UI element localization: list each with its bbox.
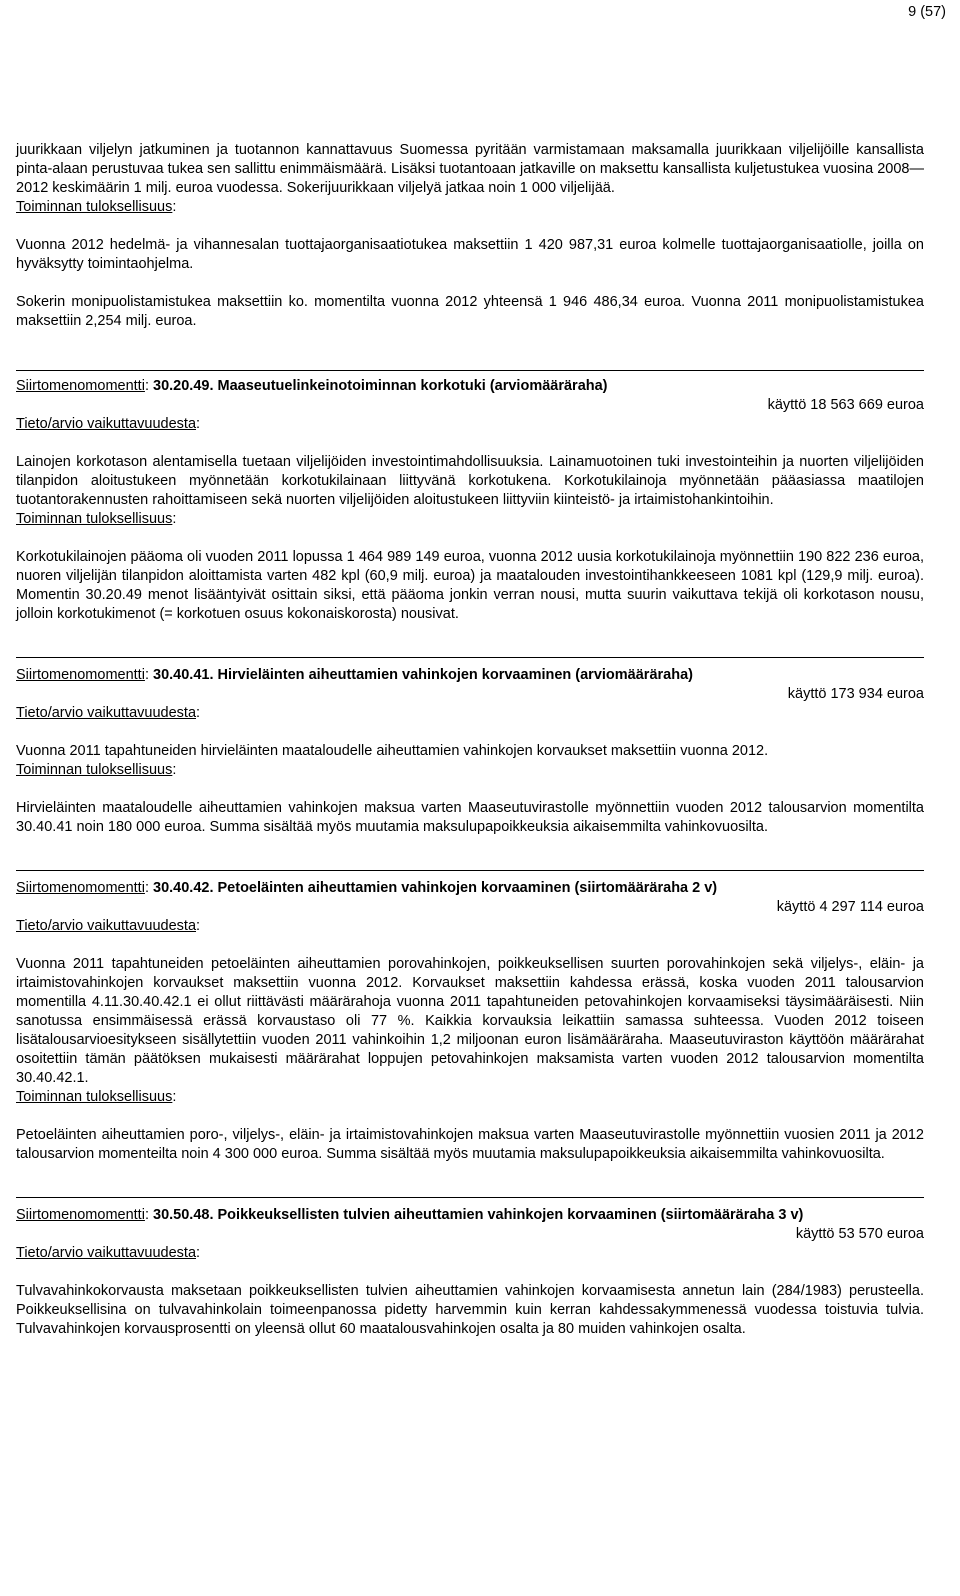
page-number: 9 (57) <box>908 4 946 20</box>
results-label: Toiminnan tuloksellisuus: <box>16 511 177 527</box>
impact-label: Tieto/arvio vaikuttavuudesta: <box>16 705 201 721</box>
impact-paragraph: Tulvavahinkokorvausta maksetaan poikkeuksellisten tulvien aiheuttamien vahinkojen korvaamisesta annetun lain (284/1983) perusteella. Poikkeuksellisina on tulvavahinkolain toimeenpanossa pidetty harvemmin kuin kerran kahdessakymmenessä vuodessa toistuvia tulvia. Tulvavahinkojen korvausprosentti on yleensä ollut 60 maatalousvahinkojen osalta ja 80 muiden vahinkojen osalta. <box>16 1283 924 1337</box>
section-heading: Siirtomenomomentti: 30.40.41. Hirvieläinten aiheuttamien vahinkojen korvaaminen (arviomääräraha) <box>16 667 693 683</box>
document-body <box>16 141 924 1339</box>
results-paragraph-1: Vuonna 2012 hedelmä- ja vihannesalan tuottajaorganisaatiotukea maksettiin 1 420 987,31 euroa kolmelle tuottajaorganisaatiolle, joilla on hyväksytty toimintaohjelma. <box>16 237 924 272</box>
results-label: Toiminnan tuloksellisuus: <box>16 199 177 215</box>
results-paragraph: Hirvieläinten maataloudelle aiheuttamien vahinkojen maksua varten Maaseutuvirastolle myönnettiin vuoden 2012 talousarvion momentilta 30.40.41 noin 180 000 euroa. Summa sisältää myös muutamia maksulupapoikkeuksia aikaisemmilta vahinkovuosilta. <box>16 800 924 835</box>
impact-label: Tieto/arvio vaikuttavuudesta: <box>16 1245 201 1261</box>
section-usage: käyttö 4 297 114 euroa <box>776 899 924 915</box>
impact-label: Tieto/arvio vaikuttavuudesta: <box>16 416 201 432</box>
results-paragraph-2: Sokerin monipuolistamistukea maksettiin ko. momentilta vuonna 2012 yhteensä 1 946 486,34 euroa. Vuonna 2011 monipuolistamistukea maksettiin 2,254 milj. euroa. <box>16 294 924 329</box>
intro-paragraph: juurikkaan viljelyn jatkuminen ja tuotannon kannattavuus Suomessa pyritään varmistamaan maksamalla juurikkaan viljelijöille kansallista pinta-alaan perustuvaa tukea sen sallittu enimmäismäärä. Lisäksi tuotantoaan jatkaville on maksettu kansallista kuljetustukea vuosina 2008—2012 keskimäärin 1 milj. euroa vuodessa. Sokerijuurikkaan viljelyä jatkaa noin 1 000 viljelijää. <box>16 142 924 196</box>
results-paragraph: Korkotukilainojen pääoma oli vuoden 2011 lopussa 1 464 989 149 euroa, vuonna 2012 uusia korkotukilainoja myönnettiin 190 822 236 euroa, nuoren viljelijän tilanpidon aloittamista varten 482 kpl (60,9 milj. euroa) ja maatalouden investointihankkeeseen 1081 kpl (129,9 milj. euroa). Momentin 30.20.49 menot lisääntyivät osittain siksi, että pääoma jonkin verran nousi, mutta suurin vaikuttava tekijä oli korkotason nousu, jolloin korkotukimenot (= korkotuen osuus kokonaiskorosta) nousivat. <box>16 549 924 622</box>
results-paragraph: Petoeläinten aiheuttamien poro-, viljelys-, eläin- ja irtaimistovahinkojen maksua varten Maaseutuvirastolle myönnettiin vuosien 2011 ja 2012 talousarvion momenteilta noin 4 300 000 euroa. Summa sisältää myös muutamia maksulupapoikkeuksia aikaisemmilta vahinkovuosilta. <box>16 1127 924 1162</box>
section-usage: käyttö 18 563 669 euroa <box>767 397 924 413</box>
impact-paragraph: Vuonna 2011 tapahtuneiden petoeläinten aiheuttamien porovahinkojen, poikkeuksellisen suurten porovahinkojen sekä viljelys-, eläin- ja irtaimistovahinkojen korvaukset maksettiin vuonna 2012. Korvaukset maksettiin kahdessa erässä, koska vuoden 2011 talousarvion momentilla 4.11.30.40.42.1 ei ollut riittävästi määrärahoja vuonna 2011 tapahtuneiden petovahinkojen korvaamiseksi täysimääräisesti. Niin sanotussa ensimmäisessä erässä korvaustaso oli 77 %. Kaikkia korvauksia leikattiin samassa suhteessa. Vuoden 2012 toiseen lisätalousarvioesitykseen sisällytettiin vuoden 2011 vahinkoihin 1,2 miljoonan euron lisämääräraha. Maaseutuviraston käyttöön määrärahat osoitettiin tämän päätöksen mukaisesti määrärahat loppujen petovahinkojen maksamista varten vuoden 2012 talousarvion momentilta 30.40.42.1. <box>16 956 924 1086</box>
section-usage: käyttö 53 570 euroa <box>795 1226 924 1242</box>
section-heading: Siirtomenomomentti: 30.20.49. Maaseutuelinkeinotoiminnan korkotuki (arviomääräraha) <box>16 378 608 394</box>
section-usage: käyttö 173 934 euroa <box>787 686 924 702</box>
impact-paragraph: Lainojen korkotason alentamisella tuetaan viljelijöiden investointimahdollisuuksia. Lainamuotoinen tuki investointeihin ja nuorten viljelijöiden tilanpidon aloitustukeen myönnetään korkotukilainaan liittyvänä korkotukena. Korkotukilainoja myönnetään pääasiassa maatilojen tuotantorakennusten rahoittamiseen sekä nuorten viljelijöiden aloitustukeen liittyviin kiinteistö- ja irtaimistohankintoihin. <box>16 454 924 508</box>
results-label: Toiminnan tuloksellisuus: <box>16 1089 177 1105</box>
section-heading: Siirtomenomomentti: 30.50.48. Poikkeuksellisten tulvien aiheuttamien vahinkojen korvaaminen (siirtomääräraha 3 v) <box>16 1207 804 1223</box>
impact-paragraph: Vuonna 2011 tapahtuneiden hirvieläinten maataloudelle aiheuttamien vahinkojen korvaukset maksettiin vuonna 2012. <box>16 743 769 759</box>
section-heading: Siirtomenomomentti: 30.40.42. Petoeläinten aiheuttamien vahinkojen korvaaminen (siirtomääräraha 2 v) <box>16 880 718 896</box>
impact-label: Tieto/arvio vaikuttavuudesta: <box>16 918 201 934</box>
results-label: Toiminnan tuloksellisuus: <box>16 762 177 778</box>
